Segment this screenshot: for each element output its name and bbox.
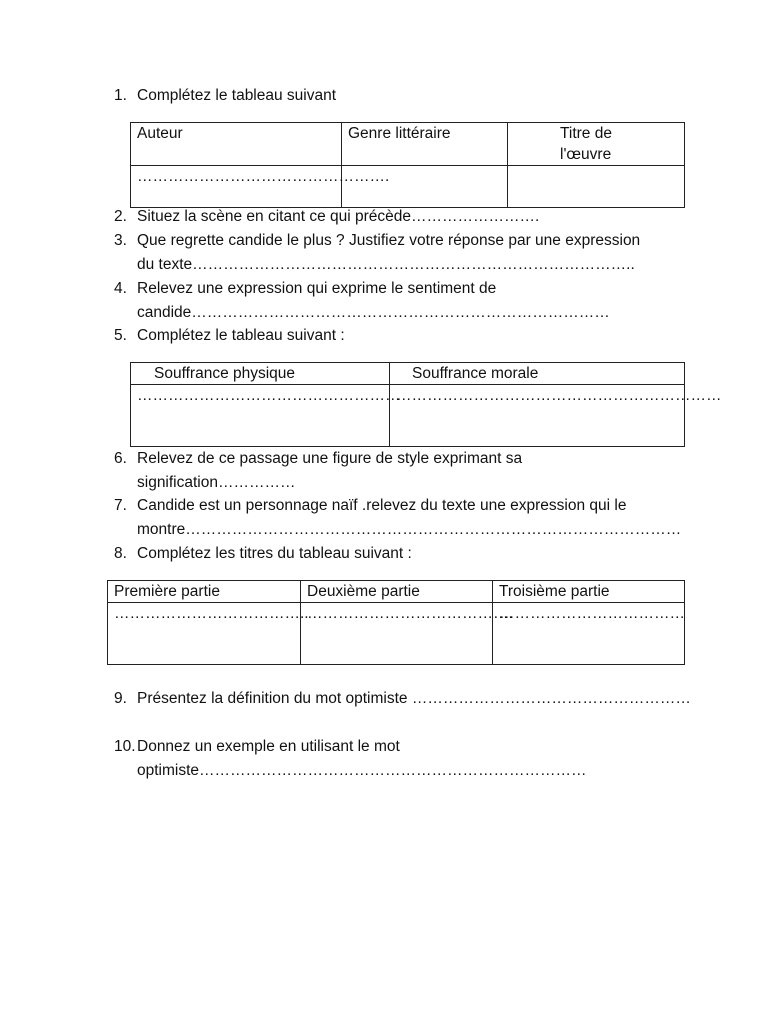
answer-cell[interactable]: …………………………………. bbox=[301, 603, 493, 665]
question-number: 3. bbox=[114, 232, 127, 249]
question-number: 2. bbox=[114, 208, 127, 225]
question-number: 5. bbox=[114, 327, 127, 344]
table-header-cell: Deuxième partie bbox=[301, 581, 493, 603]
question-text: Relevez une expression qui exprime le sentiment de bbox=[137, 280, 497, 297]
question-number: 4. bbox=[114, 280, 127, 297]
answer-cell[interactable]: ……………………………… bbox=[493, 603, 685, 665]
question-number: 10. bbox=[114, 738, 136, 755]
answer-cell[interactable]: …………………………………………… bbox=[131, 385, 390, 447]
question-number: 8. bbox=[114, 545, 127, 562]
question-text: Que regrette candide le plus ? Justifiez votre réponse par une expression bbox=[137, 232, 641, 249]
question-number: 6. bbox=[114, 450, 127, 467]
question-text: Complétez les titres du tableau suivant : bbox=[137, 545, 412, 562]
answer-cell[interactable]: ……………………………….. bbox=[108, 603, 301, 665]
question-text: Complétez le tableau suivant : bbox=[137, 327, 345, 344]
table-header-cell: Titre de l'œuvre bbox=[508, 123, 685, 166]
table-header-cell: Première partie bbox=[108, 581, 301, 603]
table-header-cell: Souffrance morale bbox=[390, 363, 685, 385]
answer-cell[interactable] bbox=[508, 166, 685, 208]
answer-cell[interactable]: ……………………………………………………… bbox=[390, 385, 685, 447]
table-author-genre-title bbox=[130, 122, 685, 208]
question-text: Situez la scène en citant ce qui précède……………………. bbox=[137, 208, 540, 225]
question-text: Candide est un personnage naïf .relevez du texte une expression qui le bbox=[137, 497, 627, 514]
question-text-continued: montre…………………………………………………………………………………… bbox=[137, 521, 682, 538]
question-text-continued: signification…………… bbox=[137, 474, 296, 491]
question-text-continued: du texte………………………………………………………………………….. bbox=[137, 256, 635, 273]
table-header-cell: Souffrance physique bbox=[131, 363, 390, 385]
question-number: 7. bbox=[114, 497, 127, 514]
question-text-continued: candide……………………………………………………………………… bbox=[137, 304, 610, 321]
table-suffering bbox=[130, 362, 722, 447]
table-header-cell: Genre littéraire bbox=[342, 123, 508, 166]
question-text: Complétez le tableau suivant bbox=[137, 87, 337, 104]
answer-cell[interactable]: …………………………………………. bbox=[131, 166, 342, 208]
question-text-continued: optimiste………………………………………………………………… bbox=[137, 762, 587, 779]
table-header-cell: Auteur bbox=[131, 123, 342, 166]
question-text: Donnez un exemple en utilisant le mot bbox=[137, 738, 400, 755]
question-number: 9. bbox=[114, 690, 127, 707]
question-number: 1. bbox=[114, 87, 127, 104]
question-text: Présentez la définition du mot optimiste ……………………………………………… bbox=[137, 690, 691, 707]
table-parts-titles bbox=[107, 580, 685, 665]
table-header-cell: Troisième partie bbox=[493, 581, 685, 603]
question-text: Relevez de ce passage une figure de style exprimant sa bbox=[137, 450, 523, 467]
